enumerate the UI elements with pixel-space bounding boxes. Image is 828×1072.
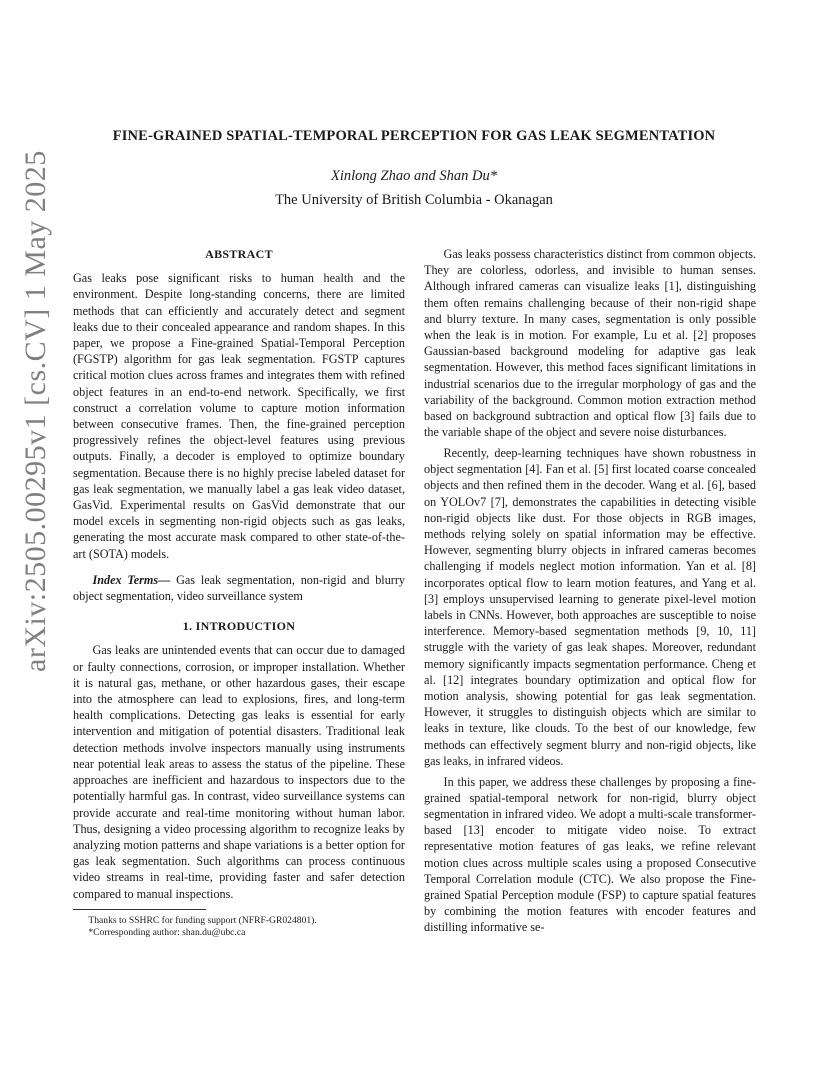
paper-title: FINE-GRAINED SPATIAL-TEMPORAL PERCEPTION FOR GAS LEAK SEGMENTATION bbox=[112, 128, 716, 144]
footnote-corresponding-author: *Corresponding author: shan.du@ubc.ca bbox=[88, 927, 246, 939]
left-column bbox=[73, 246, 405, 940]
footnote-funding: Thanks to SSHRC for funding support (NFRF-GR024801). bbox=[88, 914, 317, 926]
index-terms-text: Gas leak segmentation, non-rigid and blurry object segmentation, video surveillance system bbox=[73, 572, 406, 604]
body-paragraph: Recently, deep-learning techniques have shown robustness in object segmentation [4]. Fan et al. [5] first located coarse concealed objects and then refined them in the decoder. Wang et al. [6], based on YOLOv7 [7], demonstrates the capabilities in detecting visible non-rigid objects like dust. For those objects in RGB images, methods relying solely on spatial information may be effective. However, segmenting blurry objects in infrared cameras becomes challenging if models neglect motion information. Yan et al. [8] incorporates optical flow to learn motion features, and Yang et al. [3] employs unsupervised learning to generate pixel-level motion labels in CNNs. However, both approaches are susceptible to noise interference. Memory-based segmentation methods [9, 10, 11] struggle with the variety of gas leak shapes. Moreover, redundant memory significantly impacts segmentation performance. Cheng et al. [12] integrates boundary optimization and optical flow for motion analysis, showing potential for gas leak segmentation. However, it struggles to distinguish objects which are similar to leaks in texture, like clouds. To the best of our knowledge, few methods can effectively segment blurry and non-rigid objects, like gas leaks, in infrared videos. bbox=[424, 445, 756, 768]
index-terms bbox=[73, 572, 405, 604]
abstract-heading: ABSTRACT bbox=[205, 247, 273, 261]
body-paragraph: In this paper, we address these challenges by proposing a fine-grained spatial-temporal network for non-rigid, blurry object segmentation in infrared video. We adopt a multi-scale transformer-based [13] encoder to mitigate video noise. To extract representative motion features of gas leaks, we refine relevant motion clues across multiple scales using a proposed Consecutive Temporal Correlation module (CTC). We also propose the Fine-grained Spatial Perception module (FSP) to capture spatial features by combining the motion features with encoder features and distilling informative se- bbox=[424, 774, 756, 935]
introduction-paragraph: Gas leaks are unintended events that can occur due to damaged or faulty connections, corrosion, or improper installation. Whether it is natural gas, methane, or other hazardous gases, their escape into the atmosphere can lead to explosions, fires, and long-term health complications. Detecting gas leaks is essential for early intervention and mitigation of potential disasters. Traditional leak detection methods involve inspectors manually using instruments near potential leak areas to assess the status of the pipeline. These approaches are inefficient and hazardous to inspectors due to the potentially harmful gas. In contrast, video surveillance systems can provide accurate and real-time monitoring without human labor. Thus, designing a video processing algorithm to recognize leaks by analyzing motion patterns and shape variations is a better option for gas leak segmentation. Such algorithms can process continuous video streams in real-time, providing faster and safer detection compared to manual inspections. bbox=[73, 643, 405, 901]
footnote-rule bbox=[73, 909, 206, 910]
body-paragraph: Gas leaks possess characteristics distinct from common objects. They are colorless, odorless, and invisible to human senses. Although infrared cameras can visualize leaks [1], distinguishing them often remains challenging because of their non-rigid shape and blurry texture. In many cases, segmentation is only possible when the leak is in motion. For example, Lu et al. [2] proposes Gaussian-based background modeling for adaptive gas leak segmentation. However, this method faces significant limitations in industrial scenarios due to the irregular morphology of gas and the variability of the background. Common motion extraction method based on background subtraction and optical flow [3] fails due to the variable shape of the object and severe noise disturbances. bbox=[424, 247, 756, 440]
abstract-text: Gas leaks pose significant risks to human health and the environment. Despite long-standing concerns, there are limited methods that can efficiently and accurately detect and segment leaks due to their concealed appearance and random shapes. In this paper, we propose a Fine-grained Spatial-Temporal Perception (FGSTP) algorithm for gas leak segmentation. FGSTP captures critical motion clues across frames and integrates them with refined object features in an end-to-end network. Specifically, we first construct a correlation volume to capture motion information between consecutive frames. Then, the fine-grained perception progressively refines the object-level features using previous outputs. Finally, a decoder is employed to optimize boundary segmentation. Because there is no highly precise labeled dataset for gas leak segmentation, we manually label a gas leak video dataset, GasVid. Experimental results on GasVid demonstrate that our model excels in segmenting non-rigid objects such as gas leaks, generating the most accurate mask compared to other state-of-the-art (SOTA) models. bbox=[73, 271, 405, 561]
paper-affiliation: The University of British Columbia - Okanagan bbox=[275, 192, 553, 208]
paper-authors: Xinlong Zhao and Shan Du* bbox=[331, 168, 497, 184]
arxiv-identifier[interactable]: arXiv:2505.00295v1 [cs.CV] 1 May 2025 bbox=[19, 150, 52, 672]
introduction-heading: 1. INTRODUCTION bbox=[182, 619, 296, 634]
right-column bbox=[424, 246, 756, 936]
index-terms-label: Index Terms— bbox=[92, 572, 171, 587]
